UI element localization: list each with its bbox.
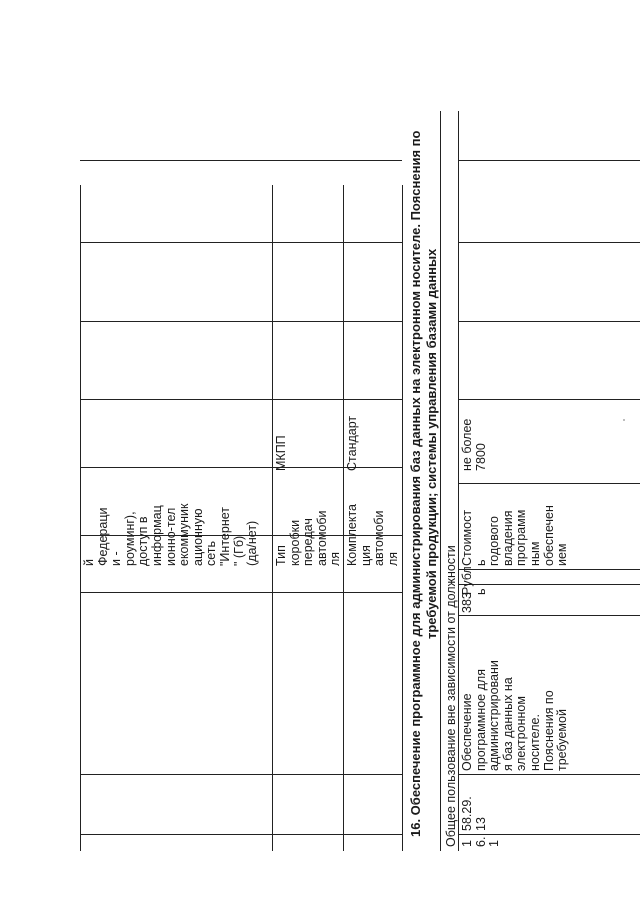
top-table-bottom-border xyxy=(402,185,403,851)
top-table-top-border xyxy=(80,185,81,851)
characteristic-value: не более 7800 xyxy=(460,418,488,471)
top-col-line-9 xyxy=(80,160,402,161)
bottom-col-line-8 xyxy=(458,321,640,322)
bottom-col-line-9 xyxy=(458,242,640,243)
top-col-line-8 xyxy=(80,242,402,243)
top-col-line-6 xyxy=(80,399,402,400)
gearbox-property-text: Тип коробки передач автомоби ля xyxy=(274,510,343,566)
section-subheading: Общее пользование вне зависимости от должности xyxy=(444,545,458,847)
property-cell-text: й Федераци и - роуминг), доступ в информац ионно-тел екоммуник ационную сеть "Интернет " (Гб) (да/нет) xyxy=(82,503,260,566)
characteristic-name: Стоимост ь годового владения программ ным обеспечен ием xyxy=(460,505,570,566)
bottom-col-line-6 xyxy=(458,483,640,484)
row-number: 1 6. 1 xyxy=(460,836,502,847)
top-col-line-3 xyxy=(80,592,402,593)
section-heading-continued: требуемой продукции; системы управления базами данных xyxy=(424,248,439,639)
gearbox-row-top-border xyxy=(272,185,273,851)
bottom-col-line-1 xyxy=(458,834,640,835)
top-col-line-7 xyxy=(80,321,402,322)
bottom-col-line-7 xyxy=(458,399,640,400)
bottom-row-top-border xyxy=(458,111,459,851)
product-name: Обеспечение программное для администрировани я баз данных на электронном носителе. Пояснения по требуемой xyxy=(460,660,570,771)
okpd-code: 58.29. 13 xyxy=(460,796,488,831)
top-col-line-1 xyxy=(80,834,402,835)
unit-name: Рубл ь xyxy=(460,566,488,595)
equipment-property-text: Комплекта ция автомоби ля xyxy=(345,504,400,566)
equipment-value: Стандарт xyxy=(345,415,359,471)
equipment-row-top-border xyxy=(343,185,344,851)
okei-code: 383 xyxy=(460,592,474,613)
gearbox-value: МКПП xyxy=(274,435,288,471)
bottom-col-line-10 xyxy=(458,160,640,161)
section-heading: 16. Обеспечение программное для администрирования баз данных на электронном носителе. Пояснения по xyxy=(408,130,423,837)
top-col-line-2 xyxy=(80,774,402,775)
subheading-top-border xyxy=(440,111,441,851)
bottom-col-line-3 xyxy=(458,615,640,616)
bottom-col-line-2 xyxy=(458,774,640,775)
scan-speck xyxy=(623,419,625,421)
